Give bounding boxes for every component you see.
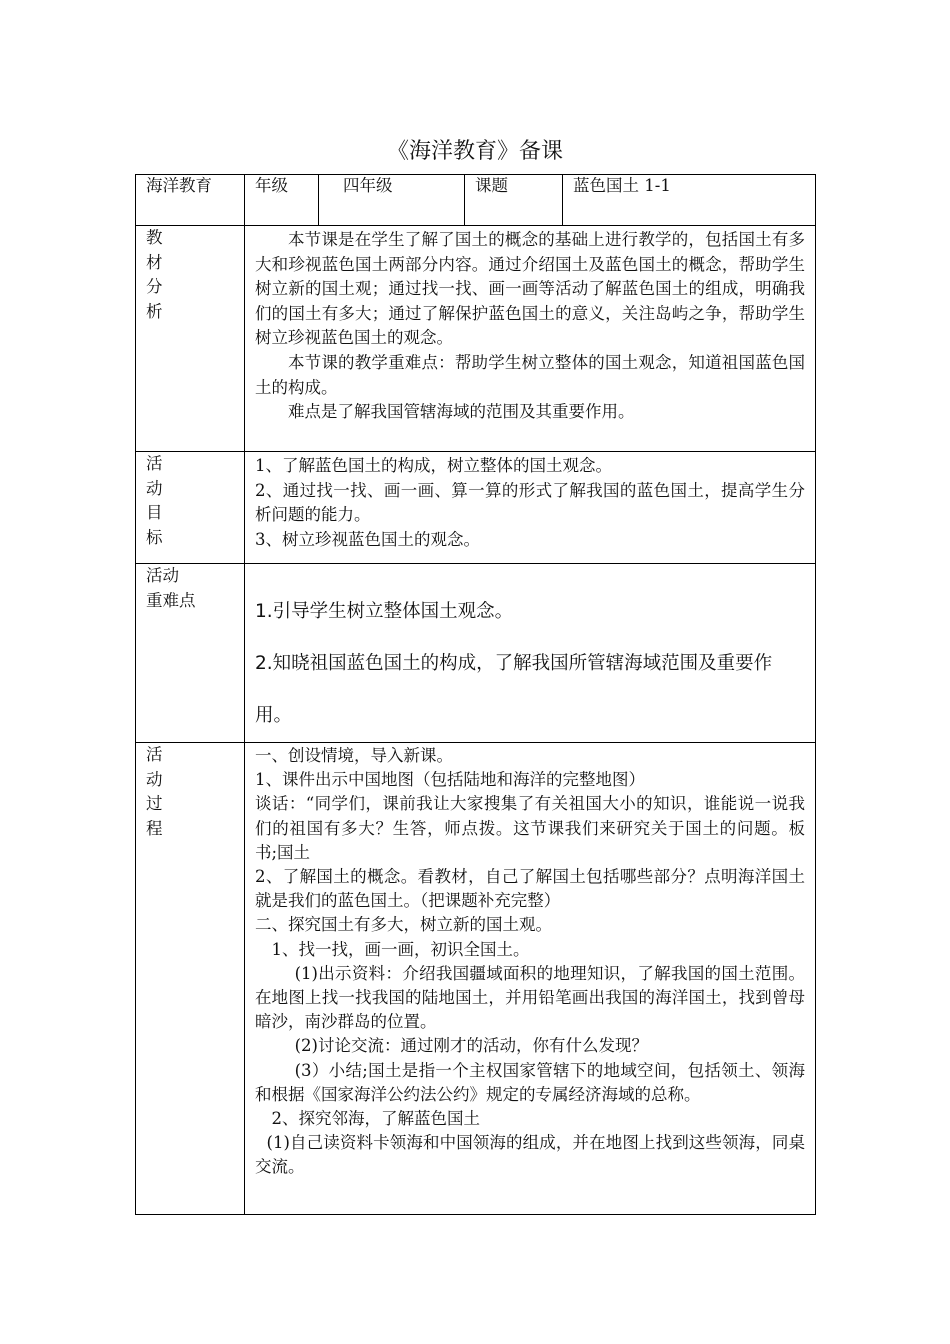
process-line: (2)讨论交流：通过刚才的活动，你有什么发现？	[294, 1036, 648, 1056]
analysis-content	[245, 226, 816, 452]
process-line: 1、课件出示中国地图（包括陆地和海洋的完整地图）	[255, 770, 645, 790]
process-content	[245, 743, 816, 1215]
keypoints-label: 活动 重难点	[136, 564, 245, 743]
topic-value-cell: 蓝色国土 1-1	[563, 175, 816, 226]
analysis-label: 教 材 分 析	[136, 226, 245, 452]
process-line: (1)自己读资料卡领海和中国领海的组成，并在地图上找到这些领海，同桌交流。	[255, 1133, 805, 1177]
keypoint-item: 2.知晓祖国蓝色国土的构成，了解我国所管辖海域范围及重要作用。	[255, 653, 773, 726]
process-line: 2、探究邻海，了解蓝色国土	[271, 1109, 480, 1129]
grade-value-cell: 四年级	[319, 175, 465, 226]
process-line: 谈话：“同学们，课前我让大家搜集了有关祖国大小的知识，谁能说一说我们的祖国有多大？生答，师点拨。这节课我们来研究关于国土的问题。板书;国土	[255, 794, 805, 862]
grade-label-cell: 年级	[245, 175, 319, 226]
analysis-paragraph: 本节课的教学重难点：帮助学生树立整体的国土观念，知道祖国蓝色国土的构成。	[255, 352, 805, 397]
process-line: 2、了解国土的概念。看教材，自己了解国土包括哪些部分？点明海洋国土就是我们的蓝色国土。（把课题补充完整）	[255, 867, 805, 911]
topic-label-cell: 课题	[465, 175, 563, 226]
process-line: 二、探究国土有多大，树立新的国土观。	[255, 915, 552, 935]
analysis-row	[136, 226, 816, 452]
subject-cell: 海洋教育	[136, 175, 245, 226]
page-title: 《海洋教育》备课	[386, 139, 563, 164]
analysis-paragraph: 难点是了解我国管辖海域的范围及其重要作用。	[288, 402, 635, 422]
keypoints-content	[245, 564, 816, 743]
goals-row	[136, 452, 816, 564]
goal-item: 1、了解蓝色国土的构成，树立整体的国土观念。	[255, 456, 612, 475]
keypoints-row	[136, 564, 816, 743]
process-line: (1)出示资料：介绍我国疆域面积的地理知识，了解我国的国土范围。在地图上找一找我国的陆地国土，并用铅笔画出我国的海洋国土，找到曾母暗沙，南沙群岛的位置。	[255, 963, 805, 1032]
process-row	[136, 743, 816, 1215]
analysis-paragraph: 本节课是在学生了解了国土的概念的基础上进行教学的，包括国土有多大和珍视蓝色国土两部分内容。通过介绍国土及蓝色国土的概念，帮助学生树立新的国土观；通过找一找、画一画等活动了解蓝色国土的组成，明确我们的国土有多大；通过了解保护蓝色国土的意义，关注岛屿之争，帮助学生树立珍视蓝色国土的观念。	[255, 230, 805, 348]
keypoint-item: 1.引导学生树立整体国土观念。	[255, 601, 514, 622]
process-line: (3）小结;国土是指一个主权国家管辖下的地域空间，包括领土、领海和根据《国家海洋公约法公约》规定的专属经济海域的总称。	[255, 1060, 805, 1104]
goals-content	[245, 452, 816, 564]
process-line: 一、创设情境，导入新课。	[255, 746, 453, 765]
lesson-plan-table	[135, 174, 816, 1215]
goals-label: 活 动 目 标	[136, 452, 245, 564]
process-line: 1、找一找，画一画，初识全国土。	[271, 939, 530, 959]
header-row	[136, 175, 816, 226]
goal-item: 3、树立珍视蓝色国土的观念。	[255, 529, 480, 549]
process-label: 活 动 过 程	[136, 743, 245, 1215]
goal-item: 2、通过找一找、画一画、算一算的形式了解我国的蓝色国土，提高学生分析问题的能力。	[255, 480, 805, 525]
